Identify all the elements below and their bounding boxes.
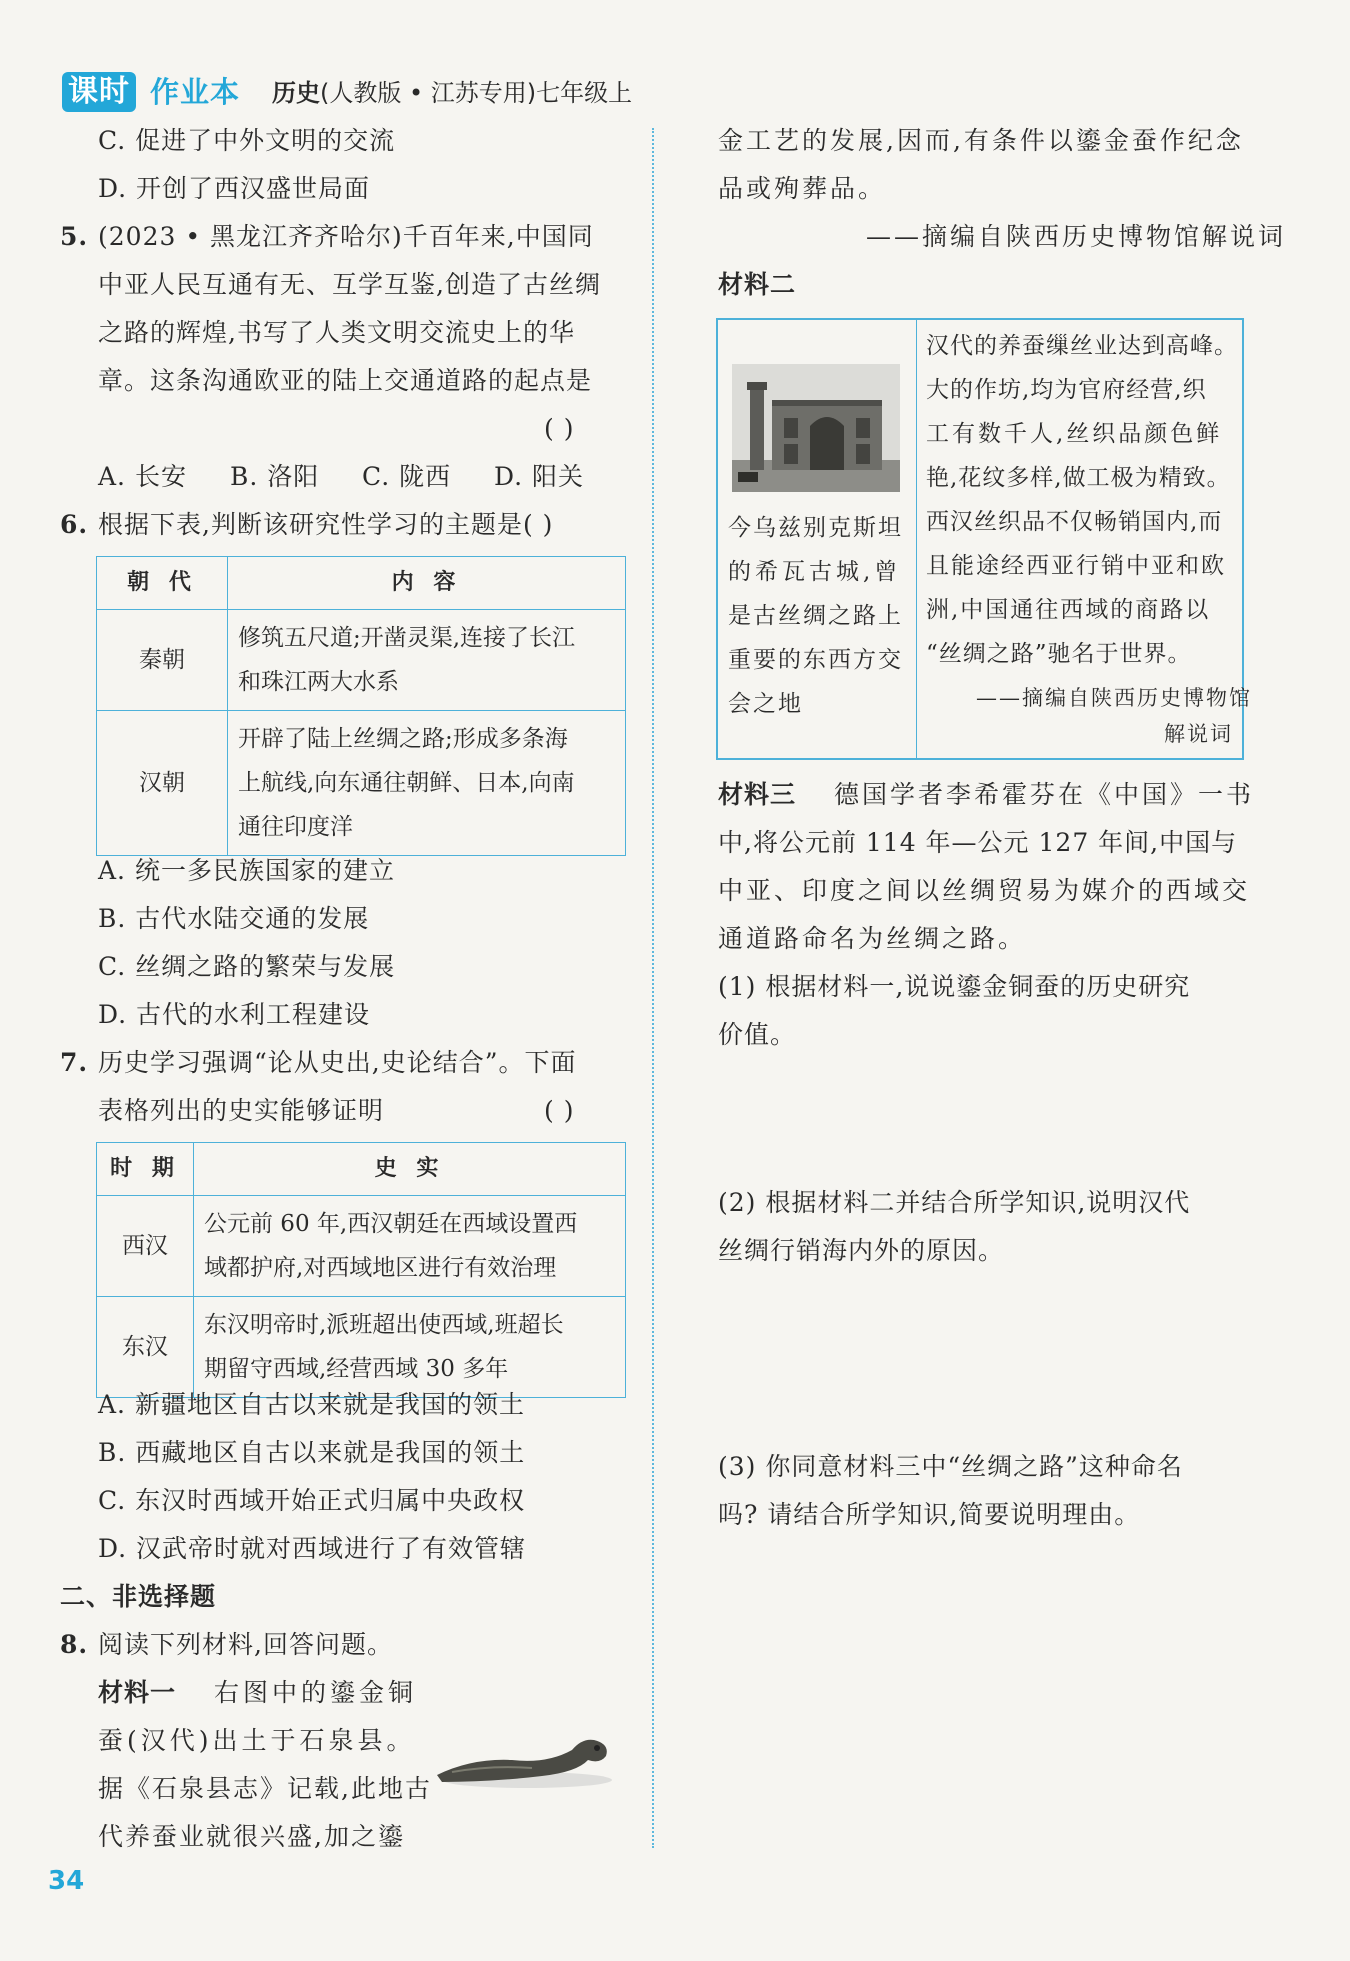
q6-row2-line3: 通往印度洋 xyxy=(238,814,353,840)
q7-header-fact: 史 实 xyxy=(194,1143,626,1196)
m3-line-2: 中,将公元前 114 年—公元 127 年间,中国与 xyxy=(718,828,1238,857)
q8-stem: 阅读下列材料,回答问题。 xyxy=(98,1630,393,1659)
q6-option-c: C. 丝绸之路的繁荣与发展 xyxy=(98,952,396,981)
sub3-line-2: 吗? 请结合所学知识,简要说明理由。 xyxy=(718,1500,1141,1529)
m1-line-4: 代养蚕业就很兴盛,加之鎏 xyxy=(98,1822,405,1851)
brand-logo: 课时 xyxy=(62,72,136,112)
q7-header-period: 时 期 xyxy=(97,1143,194,1196)
m1-source: ——摘编自陕西历史博物馆解说词 xyxy=(866,222,1287,251)
khiva-city-image xyxy=(732,364,900,492)
m2-text-1: 汉代的养蚕缫丝业达到高峰。 xyxy=(926,333,1238,359)
q4-option-d: D. 开创了西汉盛世局面 xyxy=(98,174,371,203)
column-divider xyxy=(652,128,654,1848)
m1-cont-line-1: 金工艺的发展,因而,有条件以鎏金蚕作纪念 xyxy=(718,126,1244,155)
q5-line-4: 章。这条沟通欧亚的陆上交通道路的起点是 xyxy=(98,366,593,395)
m1-label: 材料一 xyxy=(98,1678,177,1707)
m2-text-2: 大的作坊,均为官府经营,织 xyxy=(926,377,1207,403)
m2-box-split xyxy=(916,320,917,758)
m2-text-6: 且能途经西亚行销中亚和欧 xyxy=(926,553,1226,579)
m1-line-1: 右图中的鎏金铜 xyxy=(214,1678,418,1707)
header-subject xyxy=(272,78,632,108)
sub1-line-1: (1) 根据材料一,说说鎏金铜蚕的历史研究 xyxy=(718,972,1191,1001)
q5-option-a: A. 长安 xyxy=(98,462,187,491)
m1-cont-line-2: 品或殉葬品。 xyxy=(718,174,887,203)
m2-caption-1: 今乌兹别克斯坦 xyxy=(728,515,903,541)
m2-caption-5: 会之地 xyxy=(728,691,803,717)
q5-option-b: B. 洛阳 xyxy=(230,462,320,491)
q6-option-a: A. 统一多民族国家的建立 xyxy=(98,856,395,885)
q7-cell-period: 西汉 xyxy=(97,1196,194,1297)
q6-cell-content xyxy=(228,711,626,856)
q5-number: 5. xyxy=(60,222,89,251)
q7-row2-line2: 期留守西域,经营西域 30 多年 xyxy=(204,1356,509,1382)
m2-source-2: 解说词 xyxy=(1164,722,1233,746)
q6-option-b: B. 古代水陆交通的发展 xyxy=(98,904,370,933)
q6-cell-content xyxy=(228,610,626,711)
q7-row1-line1: 公元前 60 年,西汉朝廷在西域设置西 xyxy=(204,1211,578,1237)
brand-name: 作业本 xyxy=(150,75,241,109)
table-row xyxy=(97,610,626,711)
q5-option-d: D. 阳关 xyxy=(494,462,585,491)
q4-option-c: C. 促进了中外文明的交流 xyxy=(98,126,396,155)
q5-line-2: 中亚人民互通有无、互学互鉴,创造了古丝绸 xyxy=(98,270,601,299)
q6-header-dynasty: 朝 代 xyxy=(97,557,228,610)
q5-line-1: (2023 • 黑龙江齐齐哈尔)千百年来,中国同 xyxy=(98,222,594,251)
q6-option-d: D. 古代的水利工程建设 xyxy=(98,1000,371,1029)
q6-row2-line2: 上航线,向东通往朝鲜、日本,向南 xyxy=(238,770,575,796)
sub1-line-2: 价值。 xyxy=(718,1020,797,1049)
edition-label: (人教版 • 江苏专用)七年级上 xyxy=(320,79,633,107)
q7-option-b: B. 西藏地区自古以来就是我国的领土 xyxy=(98,1438,526,1467)
m1-line-3: 据《石泉县志》记载,此地古 xyxy=(98,1774,432,1803)
q8-number: 8. xyxy=(60,1630,89,1659)
q7-option-d: D. 汉武帝时就对西域进行了有效管辖 xyxy=(98,1534,527,1563)
m2-text-8: “丝绸之路”驰名于世界。 xyxy=(926,641,1192,667)
q6-cell-dynasty: 秦朝 xyxy=(97,610,228,711)
q6-cell-dynasty: 汉朝 xyxy=(97,711,228,856)
q7-line-2: 表格列出的史实能够证明 xyxy=(98,1096,385,1125)
table-row xyxy=(97,1196,626,1297)
m3-line-3: 中亚、印度之间以丝绸贸易为媒介的西域交 xyxy=(718,876,1251,905)
m2-text-7: 洲,中国通往西域的商路以 xyxy=(926,597,1211,623)
q6-row2-line1: 开辟了陆上丝绸之路;形成多条海 xyxy=(238,726,568,752)
q7-line-1: 历史学习强调“论从史出,史论结合”。下面 xyxy=(98,1048,577,1077)
q6-number: 6. xyxy=(60,510,89,539)
page-number: 34 xyxy=(48,1866,85,1896)
section-heading: 二、非选择题 xyxy=(60,1582,217,1611)
q6-table xyxy=(96,556,626,856)
q7-table xyxy=(96,1142,626,1398)
m3-line-1: 德国学者李希霍芬在《中国》一书 xyxy=(834,780,1255,809)
m2-label: 材料二 xyxy=(718,270,797,299)
q6-header-content: 内 容 xyxy=(228,557,626,610)
m2-text-5: 西汉丝织品不仅畅销国内,而 xyxy=(926,509,1223,535)
m1-line-2: 蚕(汉代)出土于石泉县。 xyxy=(98,1726,416,1755)
sub3-line-1: (3) 你同意材料三中“丝绸之路”这种命名 xyxy=(718,1452,1183,1481)
q5-option-c: C. 陇西 xyxy=(362,462,452,491)
table-row xyxy=(97,1297,626,1398)
q5-answer-paren: ( ) xyxy=(544,414,575,443)
m2-caption-2: 的希瓦古城,曾 xyxy=(728,559,902,585)
q7-cell-fact xyxy=(194,1196,626,1297)
q7-row2-line1: 东汉明帝时,派班超出使西域,班超长 xyxy=(204,1312,564,1338)
m2-text-3: 工有数千人,丝织品颜色鲜 xyxy=(926,421,1223,447)
q7-option-a: A. 新疆地区自古以来就是我国的领土 xyxy=(98,1390,525,1419)
m2-caption-3: 是古丝绸之路上 xyxy=(728,603,903,629)
m2-caption-4: 重要的东西方交 xyxy=(728,647,903,673)
subject-label: 历史 xyxy=(272,79,320,107)
q5-line-3: 之路的辉煌,书写了人类文明交流史上的华 xyxy=(98,318,575,347)
gilt-silkworm-image xyxy=(432,1720,622,1800)
m3-label: 材料三 xyxy=(718,780,797,809)
q7-number: 7. xyxy=(60,1048,89,1077)
m2-text-4: 艳,花纹多样,做工极为精致。 xyxy=(926,465,1231,491)
q7-cell-fact xyxy=(194,1297,626,1398)
q7-row1-line2: 域都护府,对西域地区进行有效治理 xyxy=(204,1255,557,1281)
q7-answer-paren: ( ) xyxy=(544,1096,575,1125)
m2-box xyxy=(716,318,1252,760)
table-row xyxy=(97,711,626,856)
m3-line-4: 通道路命名为丝绸之路。 xyxy=(718,924,1027,953)
sub2-line-1: (2) 根据材料二并结合所学知识,说明汉代 xyxy=(718,1188,1191,1217)
q6-stem: 根据下表,判断该研究性学习的主题是( ) xyxy=(98,510,554,539)
sub2-line-2: 丝绸行销海内外的原因。 xyxy=(718,1236,1005,1265)
q6-row1-line1: 修筑五尺道;开凿灵渠,连接了长江 xyxy=(238,625,576,651)
m2-source-1: ——摘编自陕西历史博物馆 xyxy=(976,686,1252,710)
q7-cell-period: 东汉 xyxy=(97,1297,194,1398)
q7-option-c: C. 东汉时西域开始正式归属中央政权 xyxy=(98,1486,526,1515)
q6-row1-line2: 和珠江两大水系 xyxy=(238,669,399,695)
